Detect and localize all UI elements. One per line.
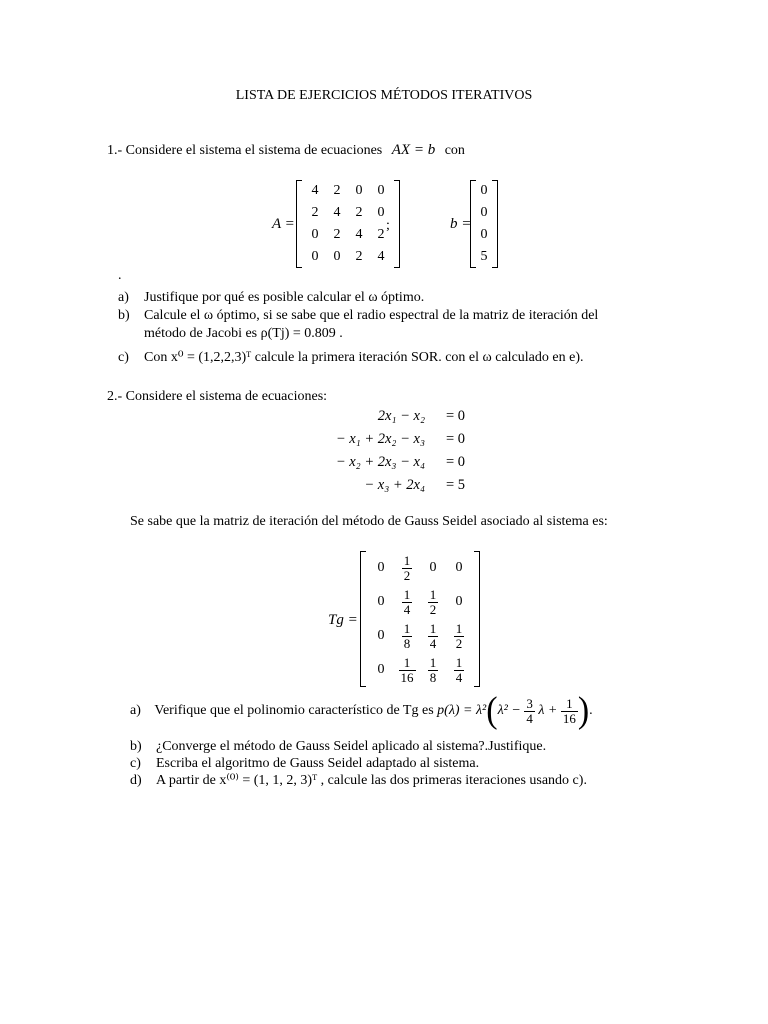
list-item — [118, 349, 678, 367]
matrix-a-cell: 2 — [333, 227, 341, 242]
right-paren: ) — [577, 690, 590, 731]
equation-row — [302, 474, 468, 497]
fraction-numerator: 1 — [455, 620, 463, 636]
ex2-item-a — [130, 690, 593, 731]
ex1-intro-text: 1.- Considere el sistema el sistema de ecuaciones — [107, 143, 383, 158]
matrix-a — [296, 180, 400, 268]
equation-row — [302, 428, 468, 451]
fraction-denominator: 4 — [455, 669, 463, 685]
matrix-tg — [360, 551, 480, 687]
vector-b-row — [478, 180, 490, 202]
list-item-label: d) — [130, 773, 142, 788]
list-item-text: método de Jacobi es ρ(Tj) = 0.809 . — [144, 326, 343, 341]
matrix-tg-left-bracket — [360, 551, 366, 687]
matrix-tg-cell — [368, 585, 394, 619]
matrix-tg-cell — [446, 653, 472, 687]
equation-lhs: 2x₁ − x₂ — [377, 408, 425, 424]
ex2-item-a-text: Verifique que el polinomio característico de Tg es — [154, 703, 434, 718]
fraction-numerator: 1 — [566, 695, 573, 711]
ex2-intro: 2.- Considere el sistema de ecuaciones: — [107, 389, 328, 404]
vector-b-row — [478, 224, 490, 246]
polynomial-mid: λ + — [538, 703, 558, 718]
matrix-a-left-bracket — [296, 180, 302, 268]
fraction-numerator: 3 — [526, 695, 533, 711]
matrix-tg-cell — [394, 653, 420, 687]
matrix-tg-fraction — [402, 554, 413, 583]
matrix-tg-fraction — [454, 656, 465, 685]
fraction-denominator: 4 — [526, 710, 533, 726]
matrix-a-cell: 4 — [377, 249, 385, 264]
fraction-denominator: 2 — [403, 567, 411, 583]
matrix-a-row — [304, 246, 392, 268]
polynomial-lhs: p(λ) = λ² — [437, 703, 487, 718]
matrix-a-cell: 2 — [355, 205, 363, 220]
vector-b-cell: 0 — [480, 183, 488, 198]
matrix-a-cell: 2 — [355, 249, 363, 264]
vector-b-row — [478, 202, 490, 224]
vector-b-left-bracket — [470, 180, 476, 268]
fraction-one-sixteenth — [561, 697, 578, 726]
fraction-denominator: 16 — [400, 669, 414, 685]
matrix-tg-value: 0 — [377, 662, 385, 677]
matrix-a-cell: 0 — [333, 249, 341, 264]
vector-b-label: b = — [450, 216, 472, 232]
matrix-a-cell: 0 — [311, 227, 319, 242]
matrix-tg-value: 0 — [377, 594, 385, 609]
matrix-tg-cell — [368, 619, 394, 653]
matrix-tg-fraction — [402, 588, 413, 617]
list-item-label: c) — [130, 756, 141, 771]
fraction-numerator: 1 — [455, 654, 463, 670]
matrix-tg-row — [368, 653, 472, 687]
matrix-tg-row — [368, 619, 472, 653]
matrix-a-cell: 0 — [355, 183, 363, 198]
equation-rhs: = 5 — [445, 477, 465, 493]
fraction-three-quarters — [524, 697, 535, 726]
matrix-tg-label: Tg = — [328, 612, 358, 628]
matrix-a-cell: 2 — [311, 205, 319, 220]
list-item — [118, 307, 678, 325]
matrix-a-row — [304, 224, 392, 246]
fraction-numerator: 1 — [429, 654, 437, 670]
equation-row — [302, 451, 468, 474]
matrix-tg-fraction — [399, 656, 416, 685]
ex2-statement: Se sabe que la matriz de iteración del método de Gauss Seidel asociado al sistema es: — [130, 514, 608, 529]
polynomial-end: . — [589, 703, 593, 718]
equation-rhs: = 0 — [445, 408, 465, 424]
matrix-a-cell: 0 — [311, 249, 319, 264]
matrix-tg-fraction — [402, 622, 413, 651]
list-item — [130, 738, 690, 755]
fraction-denominator: 8 — [403, 635, 411, 651]
fraction-denominator: 2 — [429, 601, 437, 617]
matrix-tg-cell — [368, 551, 394, 585]
matrix-tg-cell — [420, 619, 446, 653]
matrix-tg-value: 0 — [377, 560, 385, 575]
fraction-numerator: 1 — [429, 620, 437, 636]
matrix-a-cell: 4 — [333, 205, 341, 220]
list-item-text: Escriba el algoritmo de Gauss Seidel adaptado al sistema. — [156, 756, 480, 771]
matrix-tg-value: 0 — [429, 560, 437, 575]
matrix-tg-fraction — [428, 588, 439, 617]
list-item — [130, 772, 690, 789]
fraction-denominator: 2 — [455, 635, 463, 651]
ex2-item-a-label: a) — [130, 703, 141, 719]
vector-b-cell: 0 — [480, 227, 488, 242]
fraction-numerator: 1 — [403, 586, 411, 602]
matrix-a-row — [304, 202, 392, 224]
page-title: LISTA DE EJERCICIOS MÉTODOS ITERATIVOS — [235, 88, 533, 103]
fraction-numerator: 1 — [403, 620, 411, 636]
fraction-denominator: 8 — [429, 669, 437, 685]
matrix-separator: ; — [386, 218, 390, 233]
matrix-tg-value: 0 — [455, 594, 463, 609]
matrix-tg-cell — [420, 551, 446, 585]
ex2-item-list — [130, 738, 690, 789]
matrix-tg-fraction — [428, 656, 439, 685]
matrix-tg-fraction — [428, 622, 439, 651]
fraction-numerator: 1 — [403, 654, 411, 670]
equation-lhs: − x₂ + 2x₃ − x₄ — [335, 454, 425, 470]
ex1-intro-equation: AX = b — [391, 142, 436, 158]
matrix-tg-row — [368, 551, 472, 585]
equation-lhs: − x₃ + 2x₄ — [364, 477, 425, 493]
matrix-tg-cell — [394, 619, 420, 653]
list-item-text: Calcule el ω óptimo, si se sabe que el radio espectral de la matriz de iteración del — [144, 308, 599, 323]
list-item — [118, 325, 678, 343]
matrix-tg-value: 0 — [377, 628, 385, 643]
fraction-numerator: 1 — [403, 552, 411, 568]
matrix-tg-cell — [420, 585, 446, 619]
matrix-tg-right-bracket — [474, 551, 480, 687]
matrix-a-row — [304, 180, 392, 202]
matrix-a-cell: 2 — [333, 183, 341, 198]
vector-b-right-bracket — [492, 180, 498, 268]
equation-rhs: = 0 — [445, 431, 465, 447]
equation-lhs: − x₁ + 2x₂ − x₃ — [335, 431, 425, 447]
matrix-a-cell: 2 — [377, 227, 385, 242]
matrix-tg-cell — [446, 585, 472, 619]
left-paren: ( — [486, 690, 498, 731]
list-item-text: Justifique por qué es posible calcular el ω óptimo. — [144, 290, 425, 305]
matrix-tg-row — [368, 585, 472, 619]
matrix-tg-cell — [394, 551, 420, 585]
matrix-tg-cell — [394, 585, 420, 619]
list-item-label: b) — [130, 739, 142, 754]
vector-b — [470, 180, 498, 268]
matrix-a-right-bracket — [394, 180, 400, 268]
matrix-tg-cell — [420, 653, 446, 687]
list-item-label: a) — [118, 290, 129, 305]
list-item-label: c) — [118, 350, 129, 365]
matrix-tg-cell — [446, 551, 472, 585]
vector-b-row — [478, 246, 490, 268]
matrix-tg-value: 0 — [455, 560, 463, 575]
vector-b-cell: 5 — [480, 249, 488, 264]
matrix-tg-cell — [446, 619, 472, 653]
polynomial-lambda-sq: λ² − — [497, 703, 521, 718]
stray-dot: . — [118, 268, 122, 283]
vector-b-cell: 0 — [480, 205, 488, 220]
list-item-text: ¿Converge el método de Gauss Seidel aplicado al sistema?.Justifique. — [156, 739, 547, 754]
list-item-text: A partir de x⁽⁰⁾ = (1, 1, 2, 3)ᵀ , calcule las dos primeras iteraciones usando c). — [156, 773, 587, 788]
matrix-tg-fraction — [454, 622, 465, 651]
fraction-denominator: 4 — [429, 635, 437, 651]
fraction-denominator: 4 — [403, 601, 411, 617]
matrix-tg-cell — [368, 653, 394, 687]
equation-row — [302, 405, 468, 428]
matrix-a-cell: 4 — [355, 227, 363, 242]
ex1-intro — [107, 142, 465, 159]
list-item — [130, 755, 690, 772]
list-item-text: Con x⁰ = (1,2,2,3)ᵀ calcule la primera iteración SOR. con el ω calculado en e). — [144, 350, 584, 365]
ex1-intro-tail: con — [444, 143, 465, 158]
list-item — [118, 289, 678, 307]
fraction-numerator: 1 — [429, 586, 437, 602]
fraction-denominator: 16 — [562, 710, 576, 726]
matrix-a-cell: 4 — [311, 183, 319, 198]
ex1-item-list — [118, 289, 678, 367]
list-item-label: b) — [118, 308, 130, 323]
matrix-a-label: A = — [272, 216, 295, 232]
equation-rhs: = 0 — [445, 454, 465, 470]
matrix-a-cell: 0 — [377, 183, 385, 198]
matrix-a-cell: 0 — [377, 205, 385, 220]
equation-system — [302, 405, 468, 497]
